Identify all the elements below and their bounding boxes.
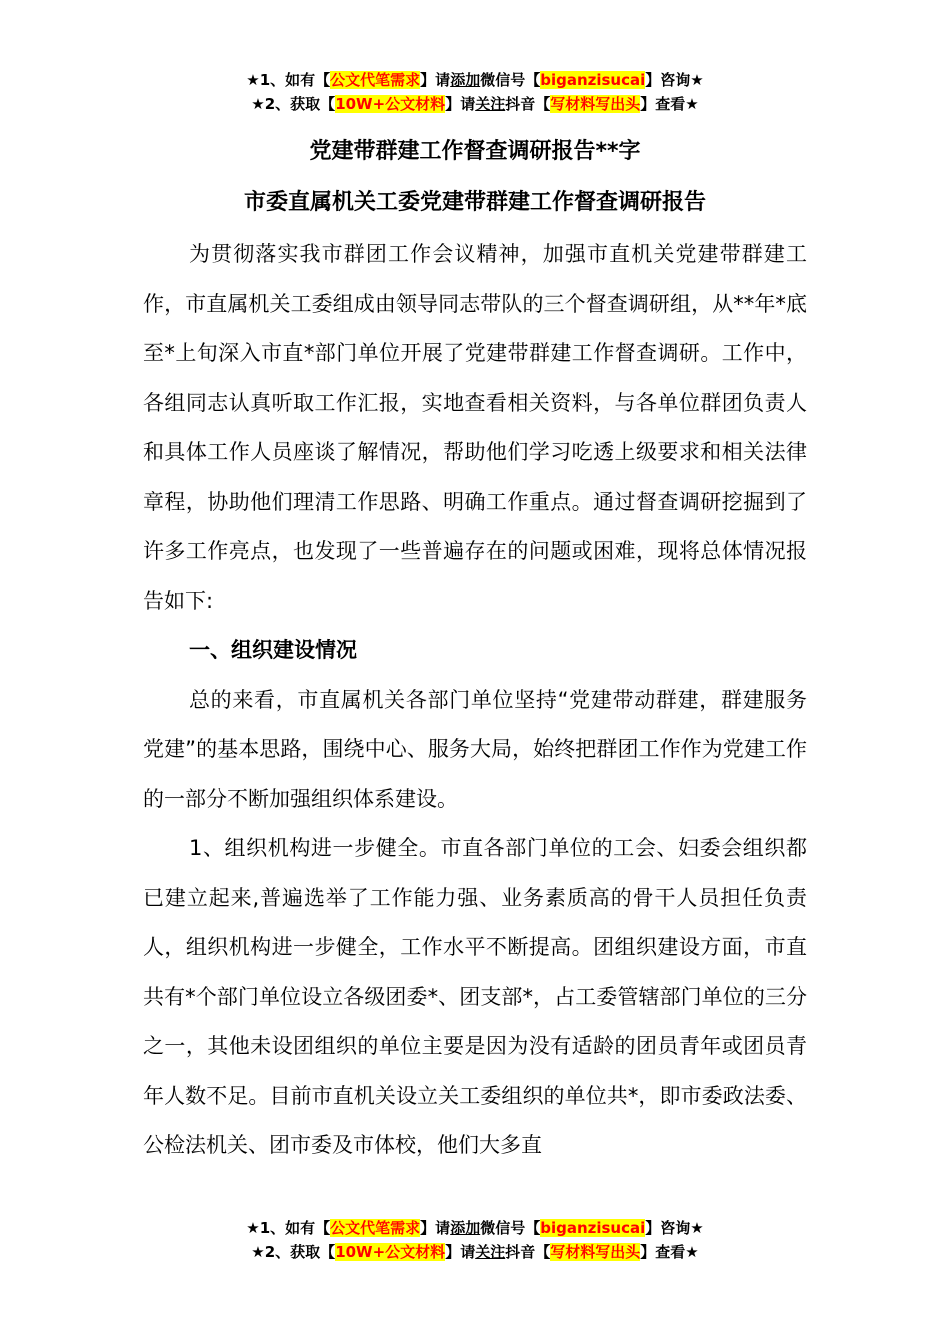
document-body <box>143 230 807 1171</box>
promo-text: 】请 <box>445 95 476 113</box>
promo-banner-bottom <box>0 1216 950 1264</box>
promo-text: 】查看★ <box>640 1243 699 1261</box>
intro-paragraph: 为贯彻落实我市群团工作会议精神，加强市直机关党建带群建工作，市直属机关工委组成由领导同志带队的三个督查调研组，从**年*底至*上旬深入市直*部门单位开展了党建带群建工作督查调研。工作中，各组同志认真听取工作汇报，实地查看相关资料，与各单位群团负责人和具体工作人员座谈了解情况，帮助他们学习吃透上级要求和相关法律章程，协助他们理清工作思路、明确工作重点。通过督查调研挖掘到了许多工作亮点，也发现了一些普遍存在的问题或困难，现将总体情况报告如下: <box>143 242 807 613</box>
douyin-id: 写材料写出头 <box>550 1243 641 1261</box>
promo-text: ★2、获取【 <box>251 1243 336 1261</box>
promo-highlight: 10W+公文材料 <box>335 95 446 113</box>
promo-banner-top <box>0 68 950 116</box>
summary-paragraph: 总的来看，市直属机关各部门单位坚持“党建带动群建，群建服务党建”的基本思路，围绕中心、服务大局，始终把群团工作作为党建工作的一部分不断加强组织体系建设。 <box>143 687 807 811</box>
promo-line-2 <box>0 92 950 116</box>
promo-text: 】咨询★ <box>645 1219 704 1237</box>
promo-underline: 关注 <box>475 1243 506 1261</box>
wechat-id: biganzisucai <box>540 71 646 89</box>
promo-text: 抖音【 <box>505 1243 551 1261</box>
promo-highlight: 公文代笔需求 <box>330 1219 421 1237</box>
promo-underline: 添加 <box>450 1219 481 1237</box>
promo-text: 】请 <box>420 71 451 89</box>
promo-line-1 <box>0 1216 950 1240</box>
promo-line-1 <box>0 68 950 92</box>
document-title: 党建带群建工作督查调研报告**字 <box>309 139 641 164</box>
wechat-id: biganzisucai <box>540 1219 646 1237</box>
promo-line-2 <box>0 1240 950 1264</box>
promo-text: ★2、获取【 <box>251 95 336 113</box>
promo-text: 微信号【 <box>480 1219 541 1237</box>
promo-underline: 添加 <box>450 71 481 89</box>
promo-text: 】查看★ <box>640 95 699 113</box>
organization-paragraph: 1、组织机构进一步健全。市直各部门单位的工会、妇委会组织都已建立起来,普遍选举了工作能力强、业务素质高的骨干人员担任负责人，组织机构进一步健全，工作水平不断提高。团组织建设方面，市直共有*个部门单位设立各级团委*、团支部*，占工委管辖部门单位的三分之一，其他未设团组织的单位主要是因为没有适龄的团员青年或团员青年人数不足。目前市直机关设立关工委组织的单位共*，即市委政法委、公检法机关、团市委及市体校，他们大多直 <box>143 836 807 1157</box>
promo-text: 】请 <box>445 1243 476 1261</box>
report-title: 市委直属机关工委党建带群建工作督查调研报告 <box>243 190 706 215</box>
promo-highlight: 10W+公文材料 <box>335 1243 446 1261</box>
promo-text: ★1、如有【 <box>246 1219 331 1237</box>
promo-text: 】咨询★ <box>645 71 704 89</box>
promo-text: 】请 <box>420 1219 451 1237</box>
promo-text: 微信号【 <box>480 71 541 89</box>
promo-text: ★1、如有【 <box>246 71 331 89</box>
douyin-id: 写材料写出头 <box>550 95 641 113</box>
promo-highlight: 公文代笔需求 <box>330 71 421 89</box>
promo-text: 抖音【 <box>505 95 551 113</box>
promo-underline: 关注 <box>475 95 506 113</box>
section-heading: 一、组织建设情况 <box>189 638 357 662</box>
